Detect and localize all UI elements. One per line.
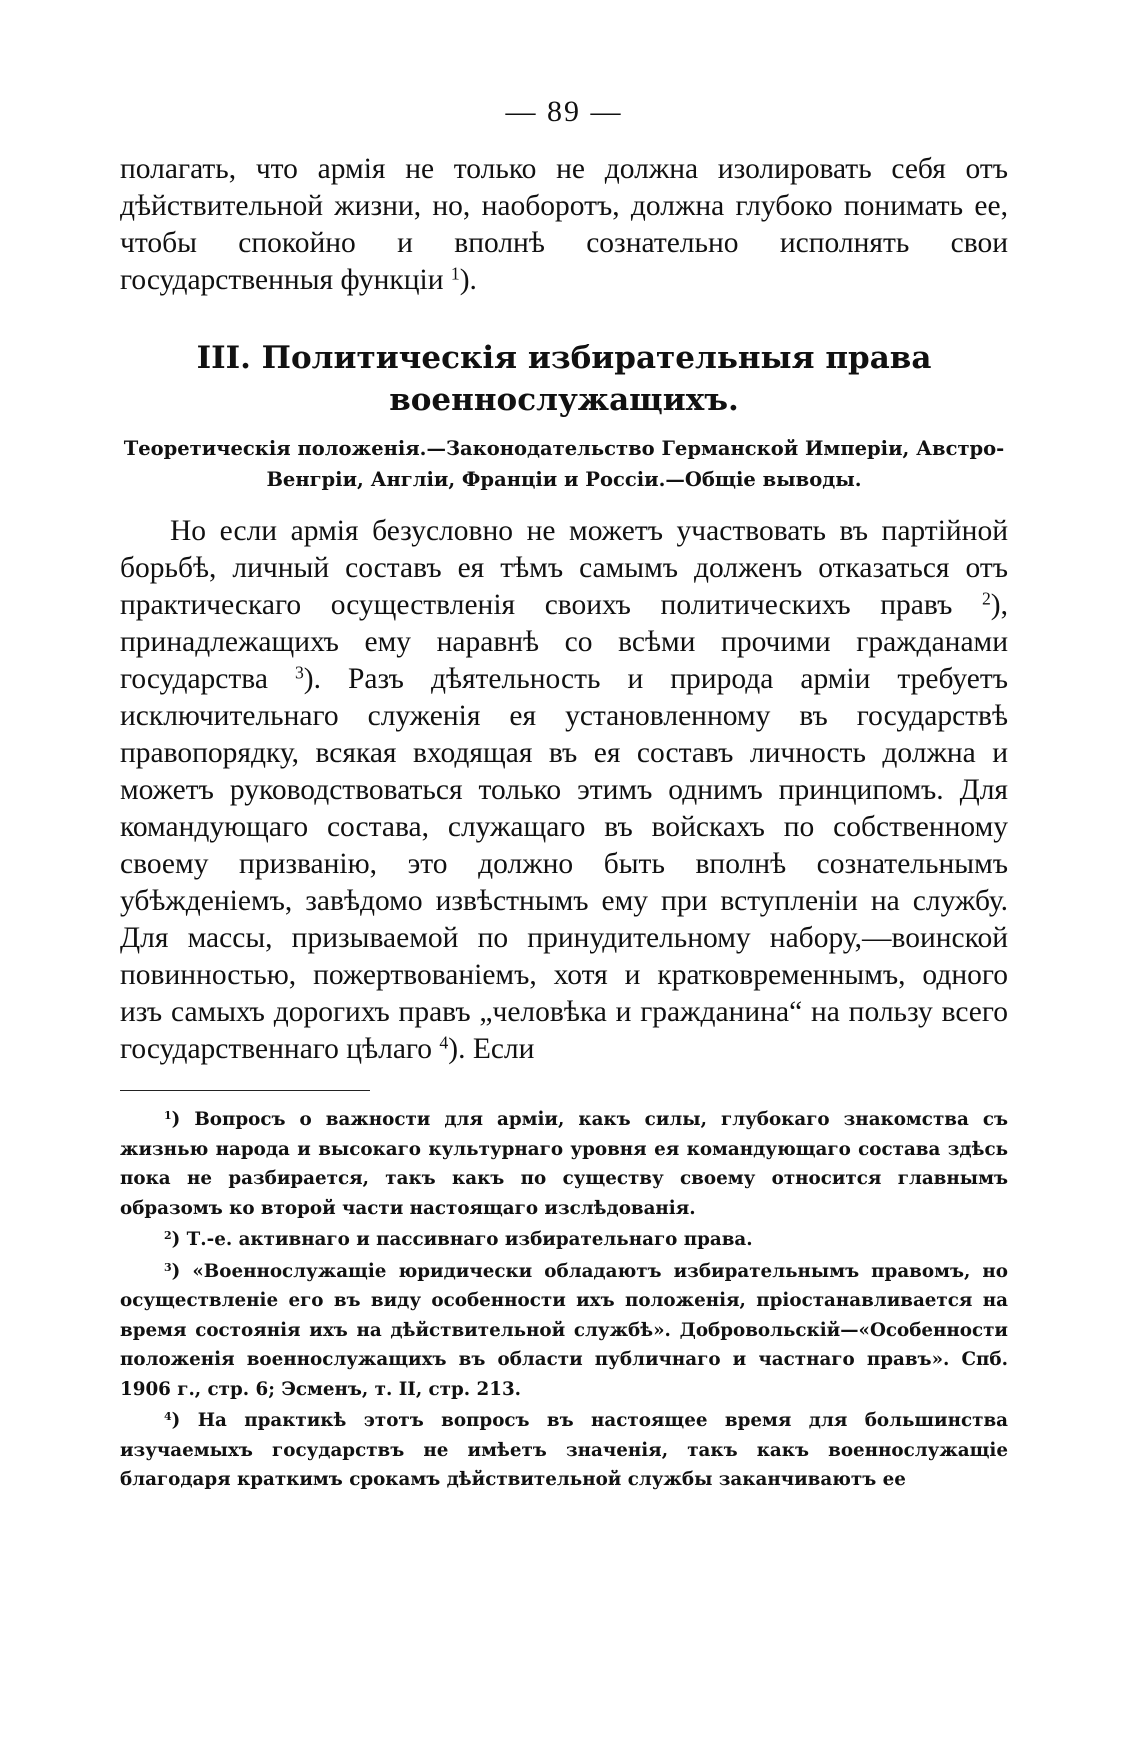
main-paragraph-part-1: Но если армія безусловно не можетъ участвовать въ партійной борьбѣ, личный составъ ея тѣмъ самымъ долженъ отказаться отъ практическаго осуществленія своихъ политическихъ правъ <box>120 515 1008 621</box>
main-paragraph-part-3: ). Разъ дѣятельность и природа арміи требуетъ исключительнаго служенія ея установленному въ государствѣ правопорядку, всякая входящая въ ея составъ личность должна и можетъ руководствоваться только этимъ однимъ принципомъ. Для командующаго состава, служащаго въ войскахъ по собственному своему призванію, это должно быть вполнѣ сознательнымъ убѣжденіемъ, завѣдомо извѣстнымъ ему при вступленіи на службу. Для массы, призываемой по принудительному набору,—воинской повинностью, пожертвованіемъ, хотя и кратковременнымъ, одного изъ самыхъ дорогихъ правъ „человѣка и гражданина“ на пользу всего государственнаго цѣлаго <box>120 663 1009 1065</box>
footnote-mark: 3 <box>164 1260 172 1274</box>
footnote-text: Вопросъ о важности для арміи, какъ силы, глубокаго знакомства съ жизнью народа и высокаго культурнаго уровня ея командующаго состава здѣсь пока не разбирается, такъ какъ по существу своему относится главнымъ образомъ ко второй части настоящаго изслѣдованія. <box>120 1109 1009 1219</box>
book-page <box>120 95 1008 1497</box>
footnote-mark: 4 <box>164 1409 172 1423</box>
footnote-ref-2: 2 <box>981 588 991 609</box>
opening-paragraph-text: полагать, что армія не только не должна изолировать себя отъ дѣйствительной жизни, но, наоборотъ, должна глубоко понимать ее, чтобы спокойно и вполнѣ сознательно исполнять свои государственныя функціи <box>120 153 1008 296</box>
footnote-2: $^2$) Т.-е. активнаго и пассивнаго избирательнаго права. <box>164 1228 753 1250</box>
footnote-ref-3: 3 <box>294 662 304 683</box>
footnote-mark: 2 <box>164 1228 172 1242</box>
footnote-text: «Военнослужащіе юридически обладаютъ избирательнымъ правомъ, но осуществленіе его въ виду особенности ихъ положенія, пріостанавливается на время состоянія ихъ на дѣйствительной службѣ». Добровольскій—«Особенности положенія военнослужащихъ въ области публичнаго и частнаго правъ». Спб. 1906 г., стр. 6; Эсменъ, т. II, стр. 213. <box>120 1260 1008 1400</box>
footnote-ref-1: 1 <box>450 263 460 284</box>
footnote-4: $^4$) На практикѣ этотъ вопросъ въ настоящее время для большинства изучаемыхъ государствъ не имѣетъ значенія, такъ какъ военнослужащіе благодаря краткимъ срокамъ дѣйствительной службы заканчиваютъ ее <box>120 1409 1009 1490</box>
main-paragraph-part-4: ). Если <box>448 1033 535 1065</box>
section-heading: III. Политическія избирательныя права военнослужащихъ. <box>196 340 932 418</box>
opening-paragraph <box>120 151 1008 299</box>
footnote-ref-4: 4 <box>439 1032 449 1053</box>
page-number: — 89 — <box>505 95 623 128</box>
footnote-text: Т.-е. активнаго и пассивнаго избирательнаго права. <box>186 1229 753 1250</box>
footnote-1: $^1$) Вопросъ о важности для арміи, какъ силы, глубокаго знакомства съ жизнью народа и высокаго культурнаго уровня ея командующаго состава здѣсь пока не разбирается, такъ какъ по существу своему относится главнымъ образомъ ко второй части настоящаго изслѣдованія. <box>120 1108 1009 1219</box>
opening-paragraph-end: ). <box>459 264 477 296</box>
footnote-separator <box>120 1090 370 1091</box>
main-paragraph <box>120 513 1008 1068</box>
section-summary: Теоретическія положенія.—Законодательство Германской Имперіи, Австро-Венгріи, Англіи, Франціи и Россіи.—Общіе выводы. <box>123 437 1005 491</box>
footnotes <box>120 1105 1008 1495</box>
footnote-text: На практикѣ этотъ вопросъ въ настоящее время для большинства изучаемыхъ государствъ не имѣетъ значенія, такъ какъ военнослужащіе благодаря краткимъ срокамъ дѣйствительной службы заканчиваютъ ее <box>120 1410 1009 1490</box>
footnote-3: $^3$) «Военнослужащіе юридически обладаютъ избирательнымъ правомъ, но осуществленіе его въ виду особенности ихъ положенія, пріостанавливается на время состоянія ихъ на дѣйствительной службѣ». Добровольскій—«Особенности положенія военнослужащихъ въ области публичнаго и частнаго правъ». Спб. 1906 г., стр. 6; Эсменъ, т. II, стр. 213. <box>120 1260 1008 1400</box>
main-paragraph-part-2: ), принадлежащихъ ему наравнѣ со всѣми прочими гражданами государства <box>120 589 1008 695</box>
footnote-mark: 1 <box>164 1108 172 1122</box>
